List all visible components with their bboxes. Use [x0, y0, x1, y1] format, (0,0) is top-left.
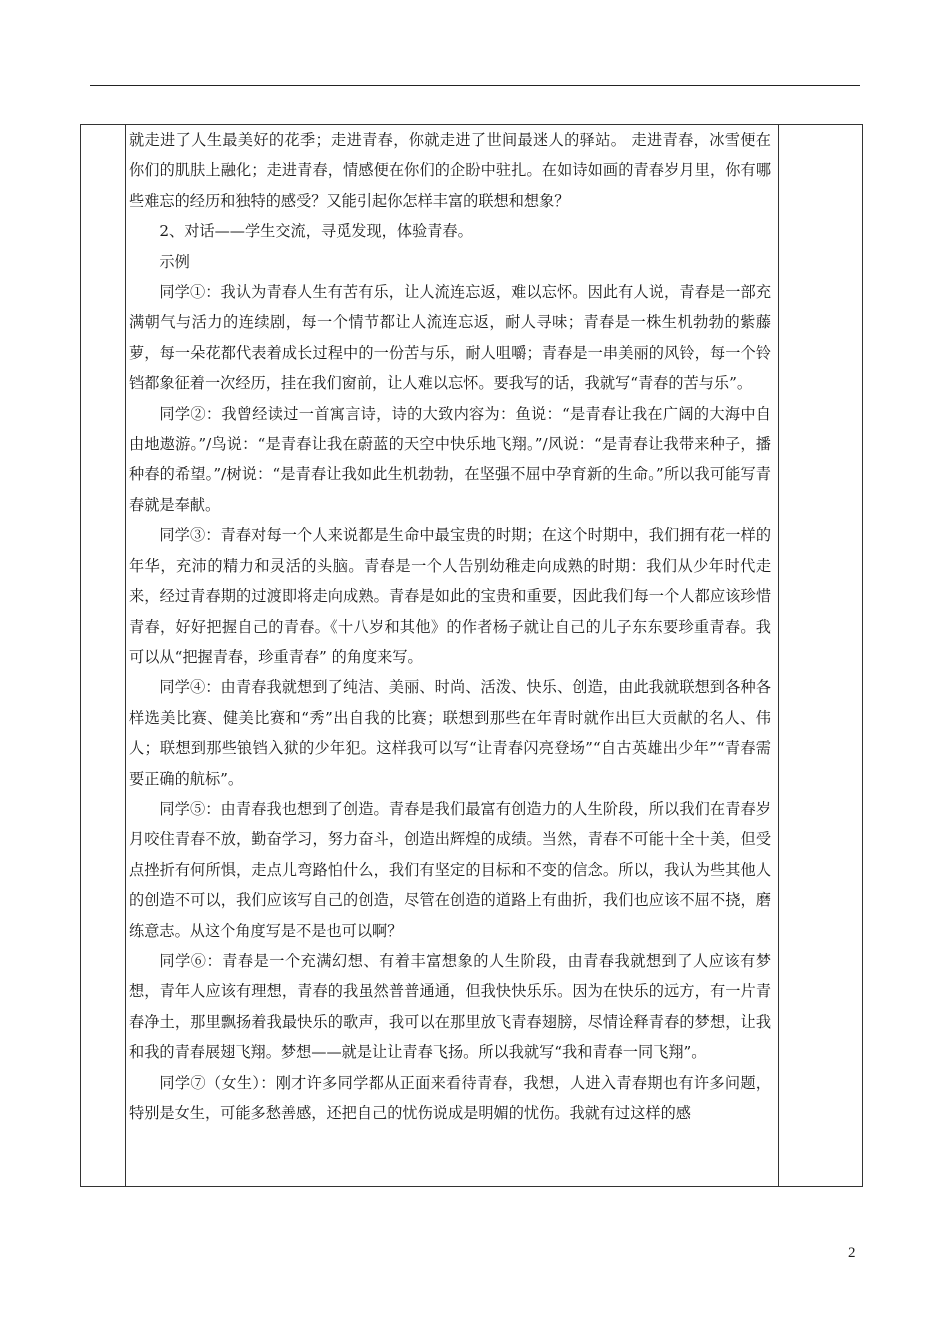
paragraph-student-4: 同学④：由青春我就想到了纯洁、美丽、时尚、活泼、快乐、创造，由此我就联想到各种各样选美比赛、健美比赛和“秀”出自我的比赛；联想到那些在年青时就作出巨大贡献的名人、伟人；联想到那些锒铛入狱的少年犯。这样我可以写“让青春闪亮登场”“自古英雄出少年”“青春需要正确的航标”。	[129, 678, 771, 788]
paragraph-intro: 就走进了人生最美好的花季；走进青春，你就走进了世间最迷人的驿站。 走进青春，冰雪便在你们的肌肤上融化；走进青春，情感便在你们的企盼中驻扎。在如诗如画的青春岁月里，你有哪些难忘的经历和独特的感受？又能引起你怎样丰富的联想和想象？	[129, 131, 771, 210]
table-divider-left	[125, 125, 126, 1186]
paragraph-student-5: 同学⑤：由青春我也想到了创造。青春是我们最富有创造力的人生阶段，所以我们在青春岁月咬住青春不放，勤奋学习，努力奋斗，创造出辉煌的成绩。当然，青春不可能十全十美，但受点挫折有何所惧，走点儿弯路怕什么，我们有坚定的目标和不变的信念。所以，我认为些其他人的创造不可以，我们应该写自己的创造，尽管在创造的道路上有曲折，我们也应该不屈不挠，磨练意志。从这个角度写是不是也可以啊？	[129, 799, 771, 940]
paragraph-student-2: 同学②：我曾经读过一首寓言诗，诗的大致内容为：鱼说：“是青春让我在广阔的大海中自由地遨游。”/鸟说：“是青春让我在蔚蓝的天空中快乐地飞翔。”/风说：“是青春让我带来种子，播种春的希望。”/树说：“是青春让我如此生机勃勃，在坚强不屈中孕育新的生命。”所以我可能写青春就是奉献。	[129, 404, 771, 514]
paragraph-student-7: 同学⑦（女生）：刚才许多同学都从正面来看待青春，我想，人进入青春期也有许多问题，特别是女生，可能多愁善感，还把自己的忧伤说成是明媚的忧伤。我就有过这样的感	[129, 1073, 771, 1122]
table-divider-right	[778, 125, 779, 1186]
lesson-content	[127, 125, 775, 1128]
page-number: 2	[848, 1245, 856, 1261]
paragraph-dialogue-heading: 2、对话——学生交流，寻觅发现，体验青春。	[159, 222, 473, 241]
lesson-table	[80, 124, 863, 1187]
paragraph-example-label: 示例	[159, 252, 190, 271]
paragraph-student-6: 同学⑥：青春是一个充满幻想、有着丰富想象的人生阶段，由青春我就想到了人应该有梦想，青年人应该有理想，青春的我虽然普普通通，但我快快乐乐。因为在快乐的远方，有一片青春净土，那里飘扬着我最快乐的歌声，我可以在那里放飞青春翅膀，尽情诠释青春的梦想，让我和我的青春展翅飞翔。梦想——就是让让青春飞扬。所以我就写“我和青春一同飞翔”。	[129, 951, 771, 1062]
paragraph-student-1: 同学①：我认为青春人生有苦有乐，让人流连忘返，难以忘怀。因此有人说，青春是一部充满朝气与活力的连续剧，每一个情节都让人流连忘返，耐人寻味；青春是一株生机勃勃的紫藤萝，每一朵花都代表着成长过程中的一份苦与乐，耐人咀嚼；青春是一串美丽的风铃，每一个铃铛都象征着一次经历，挂在我们窗前，让人难以忘怀。要我写的话，我就写“青春的苦与乐”。	[129, 283, 771, 393]
header-rule	[90, 85, 860, 86]
paragraph-student-3: 同学③：青春对每一个人来说都是生命中最宝贵的时期；在这个时期中，我们拥有花一样的年华，充沛的精力和灵活的头脑。青春是一个人告别幼稚走向成熟的时期：我们从少年时代走来，经过青春期的过渡即将走向成熟。青春是如此的宝贵和重要，因此我们每一个人都应该珍惜青春，好好把握自己的青春。《十八岁和其他》的作者杨子就让自己的儿子东东要珍重青春。我可以从“把握青春，珍重青春” 的角度来写。	[129, 526, 771, 666]
